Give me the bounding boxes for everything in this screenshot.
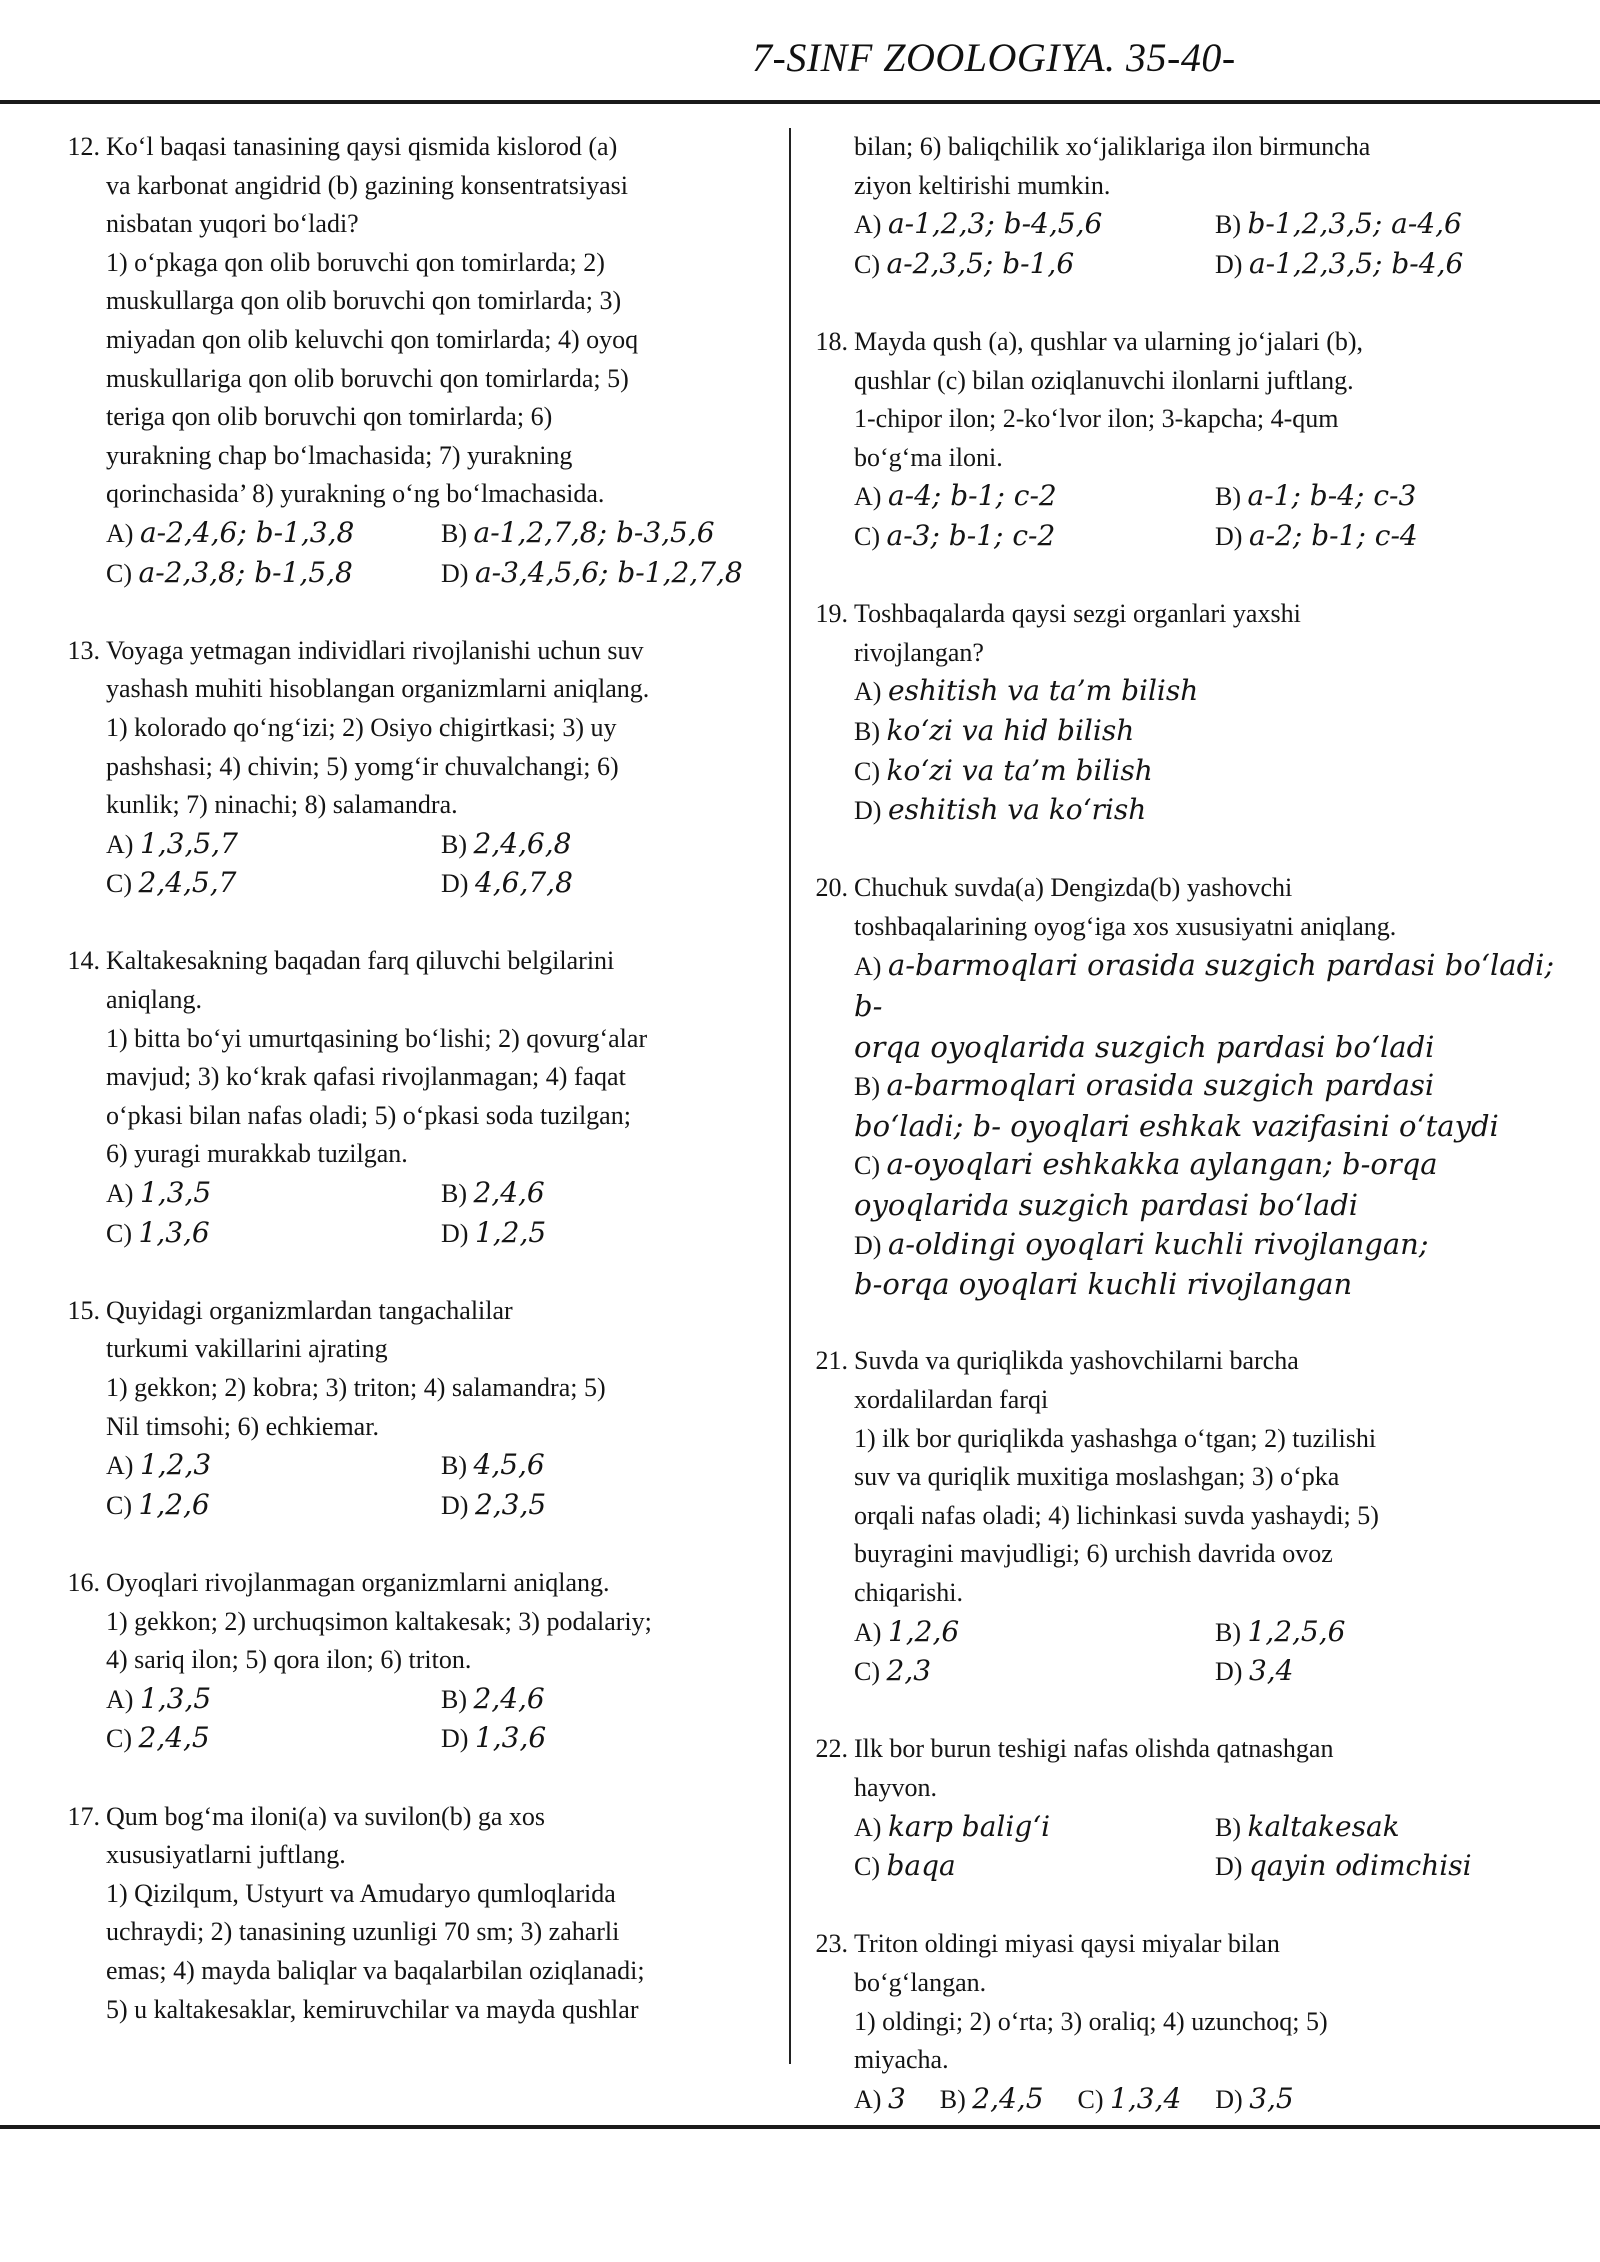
option-b[interactable] — [1215, 205, 1576, 245]
option-text: a-2,4,6; b-1,3,8 — [139, 515, 355, 549]
question-line: chiqarishi. — [854, 1577, 964, 1607]
question-line: suv va quriqlik muxitiga moslashgan; 3) o‘pka — [854, 1462, 1340, 1492]
option-text: a-1,2,7,8; b-3,5,6 — [473, 515, 715, 549]
option-c[interactable] — [106, 864, 441, 904]
answer-options — [854, 477, 1576, 556]
question-line: Mayda qush (a), qushlar va ularning jo‘jalari (b), — [854, 326, 1364, 356]
option-text: 3,4 — [1248, 1654, 1294, 1688]
option-text: a-1; b-4; c-3 — [1247, 479, 1417, 513]
option-a[interactable] — [106, 1680, 441, 1720]
question-22 — [796, 1730, 1576, 1886]
option-b[interactable] — [1215, 1613, 1576, 1653]
option-letter: D) — [1215, 1657, 1243, 1687]
question-21 — [796, 1342, 1576, 1691]
option-letter: B) — [441, 518, 467, 548]
option-text: a-oyoqlari eshkakka aylangan; b-orqa — [886, 1147, 1438, 1182]
question-number: 20. — [815, 873, 848, 903]
question-15 — [48, 1292, 776, 1526]
question-number: 19. — [815, 599, 848, 629]
top-divider — [0, 100, 1600, 104]
question-line: Qum bog‘ma iloni(a) va suvilon(b) ga xos — [106, 1801, 546, 1831]
option-text-continued: b-orqa oyoqlari kuchli rivojlangan — [854, 1267, 1353, 1302]
option-text: eshitish va ta’m bilish — [887, 674, 1199, 708]
question-line: miyacha. — [854, 2045, 949, 2075]
option-letter: B) — [441, 1451, 467, 1481]
option-letter: C) — [854, 1852, 880, 1882]
option-d[interactable] — [1215, 1652, 1576, 1692]
option-text: kaltakesak — [1247, 1809, 1400, 1843]
question-line: Quyidagi organizmlardan tangachalilar — [106, 1295, 513, 1325]
option-b[interactable] — [441, 1446, 776, 1486]
option-letter: C) — [106, 1218, 132, 1248]
answer-options — [106, 825, 776, 904]
option-text: 1,2,6 — [138, 1487, 210, 1521]
option-letter: D) — [854, 1230, 882, 1260]
option-letter: D) — [1215, 2084, 1243, 2114]
option-text: a-oldingi oyoqlari kuchli rivojlangan; — [887, 1226, 1429, 1261]
question-line: Voyaga yetmagan individlari rivojlanishi uchun suv — [106, 635, 644, 665]
question-line: kunlik; 7) ninachi; 8) salamandra. — [106, 790, 458, 820]
question-line: teriga qon olib boruvchi qon tomirlarda; 6) — [106, 402, 553, 432]
option-letter: B) — [1215, 210, 1241, 240]
question-number: 14. — [67, 946, 100, 976]
option-text: 2,4,6 — [473, 1681, 545, 1715]
option-letter: C) — [854, 1657, 880, 1687]
question-number: 12. — [67, 132, 100, 161]
option-text: ko‘zi va hid bilish — [886, 713, 1135, 747]
option-letter: A) — [106, 1684, 134, 1714]
question-line: aniqlang. — [106, 985, 203, 1015]
option-a[interactable] — [854, 672, 1576, 712]
question-17 — [48, 1798, 776, 2030]
option-b[interactable] — [854, 1066, 1576, 1145]
option-text: eshitish va ko‘rish — [887, 793, 1147, 827]
answer-options — [854, 205, 1576, 284]
question-line: 6) yuragi murakkab tuzilgan. — [106, 1139, 408, 1169]
question-line: o‘pkasi bilan nafas oladi; 5) o‘pkasi soda tuzilgan; — [106, 1100, 631, 1130]
option-text: 1,3,6 — [474, 1721, 547, 1755]
question-23 — [796, 1925, 1576, 2119]
question-16 — [48, 1564, 776, 1759]
option-c[interactable] — [106, 1214, 441, 1254]
option-c[interactable] — [854, 1145, 1576, 1224]
answer-options — [854, 1808, 1576, 1887]
question-number: 17. — [67, 1801, 100, 1831]
option-letter: A) — [106, 1179, 134, 1209]
question-line: Triton oldingi miyasi qaysi miyalar bilan — [854, 1929, 1280, 1959]
question-line: miyadan qon olib keluvchi qon tomirlarda; 4) oyoq — [106, 324, 639, 354]
option-d[interactable] — [441, 1486, 776, 1526]
option-text: 3,5 — [1249, 2081, 1294, 2115]
option-text: ko‘zi va ta’m bilish — [886, 753, 1153, 787]
option-letter: D) — [1215, 249, 1243, 279]
option-text: 1,3,5 — [139, 1681, 212, 1715]
option-text: 2,4,6 — [473, 1176, 545, 1210]
question-line: 1-chipor ilon; 2-ko‘lvor ilon; 3-kapcha; 4-qum — [854, 404, 1339, 434]
option-b[interactable] — [940, 2080, 1044, 2120]
question-line: Oyoqlari rivojlanmagan organizmlarni aniqlang. — [106, 1567, 610, 1597]
question-line: 4) sariq ilon; 5) qora ilon; 6) triton. — [106, 1645, 472, 1675]
option-text: 4,5,6 — [473, 1448, 545, 1482]
question-13 — [48, 632, 776, 904]
option-a[interactable] — [106, 1174, 441, 1214]
question-line: Chuchuk suvda(a) Dengizda(b) yashovchi — [854, 873, 1293, 903]
question-line: Nil timsohi; 6) echkiemar. — [106, 1411, 379, 1441]
option-a[interactable] — [106, 514, 441, 554]
question-line: emas; 4) mayda baliqlar va baqalarbilan oziqlanadi; — [106, 1955, 645, 1985]
question-line: 1) ilk bor quriqlikda yashashga o‘tgan; 2) tuzilishi — [854, 1423, 1377, 1453]
option-text: b-1,2,3,5; a-4,6 — [1247, 207, 1462, 241]
question-line: rivojlangan? — [854, 637, 984, 667]
question-line: Kaltakesakning baqadan farq qiluvchi belgilarini — [106, 946, 615, 976]
option-letter: D) — [441, 1218, 469, 1248]
answer-options — [106, 514, 776, 593]
option-text: baqa — [886, 1849, 956, 1883]
option-text: 3 — [887, 2081, 906, 2115]
option-text: a-3; b-1; c-2 — [886, 518, 1056, 552]
question-line: 1) o‘pkaga qon olib boruvchi qon tomirlarda; 2) — [106, 247, 605, 277]
page-title: 7-SINF ZOOLOGIYA. 35-40- — [752, 35, 1236, 80]
question-number: 22. — [815, 1734, 848, 1764]
question-line: 1) gekkon; 2) kobra; 3) triton; 4) salamandra; 5) — [106, 1373, 606, 1402]
option-letter: C) — [106, 869, 132, 899]
option-d[interactable] — [854, 1225, 1576, 1304]
option-b[interactable] — [441, 1680, 776, 1720]
option-letter: D) — [441, 558, 469, 588]
question-line: muskullarga qon olib boruvchi qon tomirlarda; 3) — [106, 286, 622, 316]
question-18 — [796, 323, 1576, 557]
option-text: a-1,2,3,5; b-4,6 — [1248, 246, 1464, 280]
question-number: 15. — [67, 1295, 100, 1325]
question-line: 1) bitta bo‘yi umurtqasining bo‘lishi; 2) qovurg‘alar — [106, 1023, 648, 1053]
option-a[interactable] — [854, 946, 1576, 1066]
option-letter: A) — [106, 829, 134, 859]
option-text: a-barmoqlari orasida suzgich pardasi bo‘ladi; b- — [854, 948, 1555, 1024]
option-text: a-3,4,5,6; b-1,2,7,8 — [474, 555, 743, 589]
question-line: uchraydi; 2) tanasining uzunligi 70 sm; 3) zaharli — [106, 1917, 620, 1947]
option-letter: C) — [854, 756, 880, 786]
option-letter: D) — [441, 1724, 469, 1754]
question-line: hayvon. — [854, 1772, 938, 1802]
option-letter: A) — [854, 1812, 882, 1842]
option-a[interactable] — [854, 205, 1215, 245]
option-text-continued: orqa oyoqlarida suzgich pardasi bo‘ladi — [854, 1029, 1435, 1064]
option-letter: C) — [106, 1490, 132, 1520]
option-d[interactable] — [854, 791, 1576, 831]
question-line: 1) oldingi; 2) o‘rta; 3) oraliq; 4) uzunchoq; 5) — [854, 2006, 1328, 2036]
question-line: xususiyatlarni juftlang. — [106, 1840, 346, 1870]
option-letter: C) — [1077, 2084, 1104, 2114]
option-letter: A) — [106, 1451, 134, 1481]
option-letter: A) — [106, 518, 134, 548]
option-letter: B) — [854, 716, 880, 746]
question-line: Ko‘l baqasi tanasining qaysi qismida kislorod (a) — [106, 132, 618, 161]
option-letter: A) — [854, 677, 882, 707]
option-b[interactable] — [441, 1174, 776, 1214]
option-text: a-barmoqlari orasida suzgich pardasi — [886, 1068, 1435, 1103]
option-text: 2,4,5,7 — [138, 866, 237, 900]
bottom-divider — [0, 2125, 1600, 2129]
option-letter: A) — [854, 482, 882, 512]
option-letter: A) — [854, 1617, 882, 1647]
option-c[interactable] — [854, 1652, 1215, 1692]
option-b[interactable] — [854, 712, 1576, 752]
option-c[interactable] — [106, 1719, 441, 1759]
option-a[interactable] — [106, 1446, 441, 1486]
option-text: 1,2,3 — [139, 1448, 212, 1482]
question-14 — [48, 942, 776, 1253]
question-line: 5) u kaltakesaklar, kemiruvchilar va mayda qushlar — [106, 1994, 639, 2024]
answer-options — [106, 1174, 776, 1253]
question-line: bo‘g‘langan. — [854, 1967, 987, 1997]
option-letter: C) — [106, 558, 132, 588]
question-19 — [796, 595, 1576, 831]
option-letter: C) — [854, 249, 880, 279]
option-letter: B) — [441, 1179, 467, 1209]
option-letter: B) — [854, 1072, 880, 1102]
question-line: qushlar (c) bilan oziqlanuvchi ilonlarni juftlang. — [854, 365, 1354, 395]
option-text: 1,3,4 — [1110, 2081, 1182, 2115]
answer-options — [854, 946, 1576, 1303]
option-text: a-1,2,3; b-4,5,6 — [887, 207, 1103, 241]
option-a[interactable] — [854, 2080, 906, 2120]
option-letter: D) — [854, 796, 882, 826]
question-line: mavjud; 3) ko‘krak qafasi rivojlanmagan; 4) faqat — [106, 1062, 626, 1092]
option-b[interactable] — [1215, 477, 1576, 517]
question-line: pashshasi; 4) chivin; 5) yomg‘ir chuvalchangi; 6) — [106, 751, 619, 781]
option-c[interactable] — [854, 245, 1215, 285]
question-number: 16. — [67, 1567, 100, 1597]
question-line: yashash muhiti hisoblangan organizmlarni aniqlang. — [106, 674, 650, 704]
option-letter: D) — [1215, 1852, 1243, 1882]
option-text: 1,2,5,6 — [1247, 1614, 1346, 1648]
option-a[interactable] — [106, 825, 441, 865]
question-line: qorinchasida’ 8) yurakning o‘ng bo‘lmachasida. — [106, 479, 605, 509]
question-line: buyragini mavjudligi; 6) urchish davrida ovoz — [854, 1539, 1333, 1569]
option-letter: C) — [854, 1151, 880, 1181]
option-text: a-2,3,8; b-1,5,8 — [138, 555, 353, 589]
question-line: orqali nafas oladi; 4) lichinkasi suvda yashaydi; 5) — [854, 1500, 1379, 1530]
option-text: 2,4,6,8 — [473, 826, 572, 860]
option-text: karp balig‘i — [887, 1809, 1051, 1843]
option-b[interactable] — [1215, 1808, 1576, 1848]
question-line: yurakning chap bo‘lmachasida; 7) yurakning — [106, 440, 573, 470]
option-text: 1,3,6 — [138, 1215, 210, 1249]
column-divider — [789, 128, 791, 2064]
option-letter: B) — [441, 1684, 467, 1714]
question-line: bilan; 6) baliqchilik xo‘jaliklariga ilon birmuncha — [854, 132, 1371, 161]
answer-options — [106, 1446, 776, 1525]
option-a[interactable] — [854, 477, 1215, 517]
option-c[interactable] — [1078, 2080, 1182, 2120]
question-number: 18. — [815, 326, 848, 356]
question-line: 1) gekkon; 2) urchuqsimon kaltakesak; 3) podalariy; — [106, 1606, 652, 1636]
option-letter: B) — [1215, 482, 1241, 512]
question-line: va karbonat angidrid (b) gazining konsentratsiyasi — [106, 170, 629, 200]
option-d[interactable] — [441, 1214, 776, 1254]
answer-options — [106, 1680, 776, 1759]
option-c[interactable] — [106, 554, 441, 594]
option-a[interactable] — [854, 1808, 1215, 1848]
option-text: 4,6,7,8 — [474, 866, 573, 900]
option-text-continued: bo‘ladi; b- oyoqlari eshkak vazifasini o‘taydi — [854, 1108, 1499, 1143]
option-text: a-2,3,5; b-1,6 — [886, 246, 1075, 280]
option-letter: D) — [441, 1490, 469, 1520]
question-line: ziyon keltirishi mumkin. — [854, 170, 1111, 200]
option-a[interactable] — [854, 1613, 1215, 1653]
question-number: 21. — [815, 1346, 848, 1376]
question-line: 1) kolorado qo‘ng‘izi; 2) Osiyo chigirtkasi; 3) uy — [106, 712, 617, 742]
option-text: qayin odimchisi — [1248, 1849, 1472, 1883]
option-letter: B) — [1215, 1812, 1241, 1842]
option-letter: B) — [939, 2084, 966, 2114]
question-line: bo‘g‘ma iloni. — [854, 442, 1003, 472]
option-d[interactable] — [441, 554, 776, 594]
answer-options — [854, 1613, 1576, 1692]
option-text: 2,3,5 — [474, 1487, 547, 1521]
option-d[interactable] — [441, 864, 776, 904]
question-line: Ilk bor burun teshigi nafas olishda qatnashgan — [854, 1734, 1334, 1764]
option-text: 1,2,5 — [474, 1215, 547, 1249]
question-20 — [796, 869, 1576, 1304]
question-line: Toshbaqalarda qaysi sezgi organlari yaxshi — [854, 599, 1301, 629]
question-line: 1) Qizilqum, Ustyurt va Amudaryo qumloqlarida — [106, 1878, 616, 1908]
option-letter: C) — [854, 521, 880, 551]
option-letter: D) — [1215, 521, 1243, 551]
option-d[interactable] — [1215, 1847, 1576, 1887]
question-number: 23. — [815, 1929, 848, 1959]
question-number: 13. — [67, 635, 100, 665]
right-column — [796, 128, 1576, 2158]
option-letter: C) — [106, 1724, 132, 1754]
question-line: turkumi vakillarini ajrating — [106, 1334, 388, 1364]
option-text: a-4; b-1; c-2 — [887, 479, 1057, 513]
option-b[interactable] — [441, 514, 776, 554]
question-12 — [48, 128, 776, 593]
option-text: 1,2,6 — [887, 1614, 960, 1648]
option-c[interactable] — [854, 1847, 1215, 1887]
option-letter: B) — [1215, 1617, 1241, 1647]
option-text: a-2; b-1; c-4 — [1248, 518, 1418, 552]
option-c[interactable] — [854, 752, 1576, 792]
option-letter: A) — [854, 952, 882, 982]
question-line: muskullariga qon olib boruvchi qon tomirlarda; 5) — [106, 363, 629, 393]
option-text: 2,3 — [886, 1654, 932, 1688]
option-text: 2,4,5 — [138, 1721, 210, 1755]
question-line: xordalilardan farqi — [854, 1385, 1049, 1414]
option-d[interactable] — [441, 1719, 776, 1759]
answer-options — [854, 672, 1576, 830]
option-text-continued: oyoqlarida suzgich pardasi bo‘ladi — [854, 1188, 1359, 1223]
option-c[interactable] — [106, 1486, 441, 1526]
option-text: 1,3,5 — [139, 1176, 212, 1210]
left-column — [48, 128, 776, 2068]
answer-options — [854, 2080, 1576, 2120]
option-letter: A) — [854, 210, 882, 240]
question-line: Suvda va quriqlikda yashovchilarni barcha — [854, 1346, 1299, 1376]
option-b[interactable] — [441, 825, 776, 865]
option-text: 2,4,5 — [972, 2081, 1044, 2115]
option-letter: B) — [441, 829, 467, 859]
option-d[interactable] — [1215, 245, 1576, 285]
option-c[interactable] — [854, 517, 1215, 557]
option-d[interactable] — [1215, 2080, 1293, 2120]
question-17-continued — [796, 128, 1576, 284]
option-letter: A) — [854, 2084, 882, 2114]
option-d[interactable] — [1215, 517, 1576, 557]
question-line: nisbatan yuqori bo‘ladi? — [106, 209, 359, 239]
option-letter: D) — [441, 869, 469, 899]
question-line: toshbaqalarining oyog‘iga xos xususiyatni aniqlang. — [854, 911, 1397, 941]
option-text: 1,3,5,7 — [139, 826, 238, 860]
